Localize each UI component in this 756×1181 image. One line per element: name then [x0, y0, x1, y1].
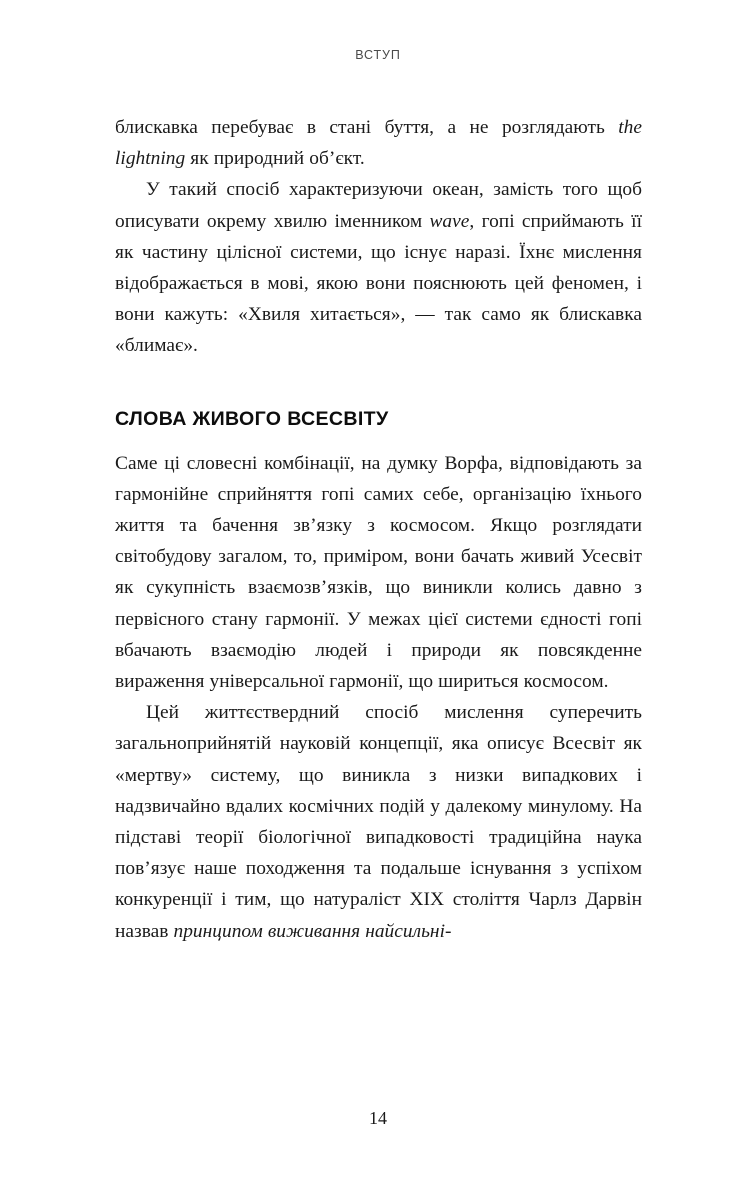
- paragraph-4: [115, 697, 642, 947]
- paragraph-3: Саме ці словесні комбінації, на думку Ворфа, відповідають за гармонійне сприйняття гопі самих себе, організацію їхнього життя та бачення зв’язку з космосом. Якщо розглядати світобудову загалом, то, приміром, вони бачать живий Усесвіт як сукупність взаємозв’язків, що виникли колись давно з первісного стану гармонії. У межах цієї системи єдності гопі вбачають взаємодію людей і природи як повсякденне вираження універсальної гармонії, що шириться космосом.: [115, 452, 642, 693]
- section-heading: СЛОВА ЖИВОГО ВСЕСВІТУ: [115, 407, 389, 430]
- paragraph-2-italic-term: wave: [429, 210, 470, 232]
- paragraph-2: [115, 174, 642, 361]
- paragraph-4-italic-term: принципом виживання найсильні-: [173, 920, 452, 942]
- paragraph-4-text-before-italic: Цей життєствердний спосіб мислення суперечить загальноприйнятій науковій концепції, яка описує Всесвіт як «мертву» систему, що виникла з низки випадкових і надзвичайно вдалих космічних подій у далекому минулому. На підставі теорії біологічної випадковості традиційна наука пов’язує наше походження та подальше існування з успіхом конкуренції і тим, що натураліст XIX століття Чарлз Дарвін назвав: [115, 702, 642, 942]
- section-heading-wrapper: [115, 362, 642, 448]
- paragraph-1-italic-term: the lightning: [115, 117, 642, 170]
- running-head: ВСТУП: [355, 48, 401, 62]
- paragraph-1-text-before-italic: блискавка перебуває в стані буття, а не розглядають: [115, 117, 619, 138]
- page-number: 14: [369, 1108, 387, 1128]
- paragraph-1: [115, 112, 642, 174]
- text-column: [115, 112, 642, 947]
- paragraph-2-text-before-italic: У такий спосіб характеризуючи океан, замість того щоб описувати окрему хвилю іменником: [115, 179, 642, 232]
- paragraph-1-text-after-italic: як природний об’єкт.: [185, 148, 365, 170]
- paragraph-2-text-after-italic: , гопі сприймають її як частину цілісної системи, що існує наразі. Їхнє мислення відображається в мові, якою вони пояснюють цей феномен, і вони кажуть: «Хвиля хитається», — так само як блискавка «блимає».: [115, 210, 643, 357]
